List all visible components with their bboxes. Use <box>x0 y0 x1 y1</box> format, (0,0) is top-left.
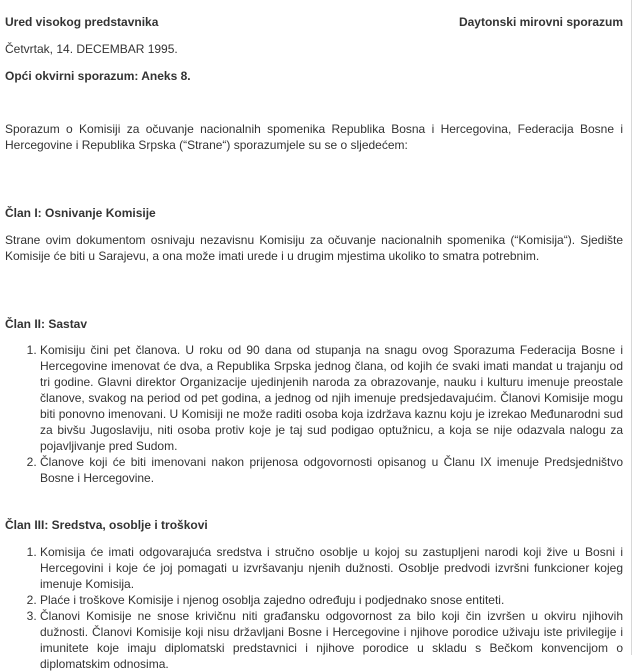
article-3-list <box>0 544 623 672</box>
article-3-item-3: 3. Članovi Komisije ne snose krivičnu niti građansku odgovornost za bilo koji čin izvršen u okviru njihovih dužnosti. Članovi Komisije koji nisu državljani Bosne i Hercegovine i njihove porodice uživaju iste privilegije i imunitete koje imaju diplomatski predstavnici i njihove porodice u skladu s Bečkom konvencijom o diplomatskim odnosima. <box>40 608 623 672</box>
article-3-item-1: 1. Komisija će imati odgovarajuća sredstva i stručno osoblje u kojoj su zastupljeni narodi koji žive u Bosni i Hercegovini i koje će joj pomagati u izvršavanju njenih dužnosti. Osoblje predvodi izvršni funkcioner kojeg imenuje Komisija. <box>40 544 623 592</box>
article-1-title: Član I: Osnivanje Komisije <box>5 206 156 220</box>
article-3-title: Član III: Sredstva, osoblje i troškovi <box>5 518 208 532</box>
article-3-item-2: 2. Plaće i troškove Komisije i njenog osoblja zajedno određuju i podjednako snose entiteti. <box>40 592 623 608</box>
article-2-item-2: 2. Članove koji će biti imenovani nakon prijenosa odgovornosti opisanog u Članu IX imenuje Predsjedništvo Bosne i Hercegovine. <box>40 454 623 486</box>
intro-paragraph: Sporazum o Komisiji za očuvanje nacionalnih spomenika Republika Bosna i Hercegovina, Federacija Bosne i Hercegovine i Republika Srpska (“Strane“) sporazumjele su se o sljedećem: <box>5 122 623 152</box>
header-agreement-title: Daytonski mirovni sporazum <box>458 15 623 29</box>
article-2-item-1: 1. Komisiju čini pet članova. U roku od 90 dana od stupanja na snagu ovog Sporazuma Federacija Bosne i Hercegovine imenovat će dva, a Republika Srpska jednog člana, od kojih će svaki imati mandat u trajanju od tri godine. Glavni direktor Organizacije ujedinjenih naroda za obrazovanje, nauku i kulturu imenuje preostale članove, svakog na period od pet godina, a jednog od njih imenuje predsjedavajućim. Članovi Komisije mogu biti ponovno imenovani. U Komisiji ne može raditi osoba koja izdržava kaznu koju je izrekao Međunarodni sud za bivšu Jugoslaviju, niti osoba protiv koje je taj sud podigao optužnicu, a koja se nije odazvala nalogu za pojavljivanje pred Sudom. <box>40 342 623 454</box>
annex-title: Opći okvirni sporazum: Aneks 8. <box>5 69 191 83</box>
article-1-text: Strane ovim dokumentom osnivaju nezavisnu Komisiju za očuvanje nacionalnih spomenika (“Komisija“). Sjedište Komisije će biti u Sarajevu, a ona može imati urede i u drugim mjestima ukoliko to smatra potrebnim. <box>5 233 623 263</box>
article-2-list <box>0 342 623 486</box>
article-2-title: Član II: Sastav <box>5 317 88 331</box>
header-organization: Ured visokog predstavnika <box>5 15 159 29</box>
document-date: Četvrtak, 14. DECEMBAR 1995. <box>5 42 178 56</box>
